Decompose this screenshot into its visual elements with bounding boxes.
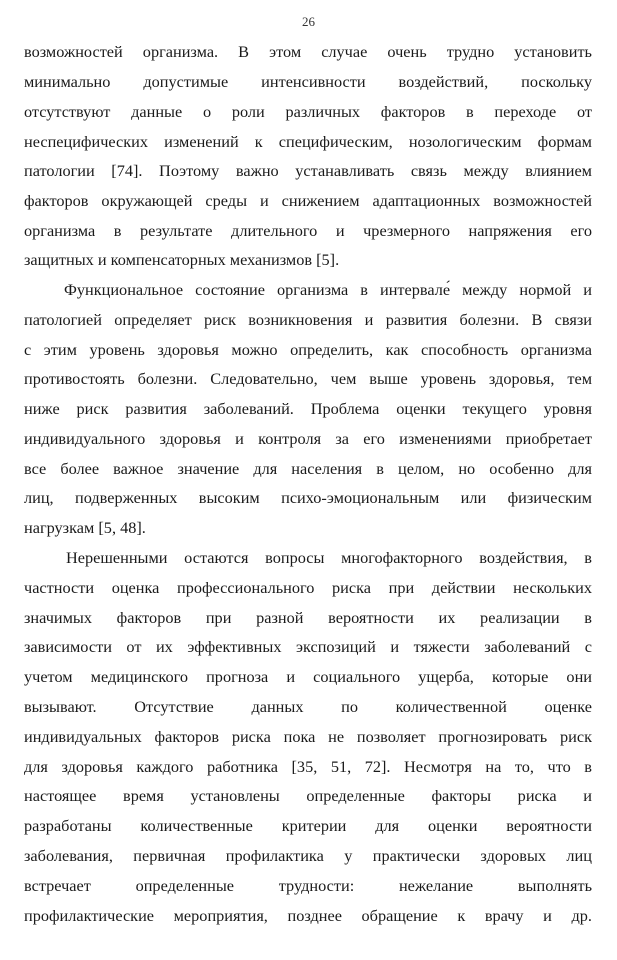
text-line: индивидуальных факторов риска пока не позволяет прогнозировать риск — [24, 727, 592, 746]
text-line: частности оценка профессионального риска при действии нескольких — [24, 578, 592, 597]
text-line: Нерешенными остаются вопросы многофакторного воздействия, в — [66, 548, 592, 567]
text-line: патологии [74]. Поэтому важно устанавливать связь между влиянием — [24, 161, 592, 180]
text-line: отсутствуют данные о роли различных факторов в переходе от — [24, 102, 592, 121]
text-line: возможностей организма. В этом случае очень трудно установить — [24, 42, 592, 61]
text-line: ниже риск развития заболеваний. Проблема оценки текущего уровня — [24, 399, 592, 418]
text-line: все более важное значение для населения в целом, но особенно для — [24, 459, 592, 478]
text-line: нагрузкам [5, 48]. — [24, 518, 146, 537]
text-line: индивидуального здоровья и контроля за его изменениями приобретает — [24, 429, 592, 448]
text-line: минимально допустимые интенсивности воздействий, поскольку — [24, 72, 592, 91]
text-line: факторов окружающей среды и снижением адаптационных возможностей — [24, 191, 592, 210]
text-line: профилактические мероприятия, позднее обращение к врачу и др. — [24, 906, 592, 925]
text-line: встречает определенные трудности: нежелание выполнять — [24, 876, 592, 895]
text-line: настоящее время установлены определенные факторы риска и — [24, 786, 592, 805]
text-line: учетом медицинского прогноза и социального ущерба, которые они — [24, 667, 592, 686]
page-number: 26 — [302, 14, 315, 29]
text-line: противостоять болезни. Следовательно, чем выше уровень здоровья, тем — [24, 369, 592, 388]
text-line: лиц, подверженных высоким психо-эмоциональным или физическим — [24, 488, 592, 507]
text-line: защитных и компенсаторных механизмов [5]. — [24, 250, 340, 269]
text-line: неспецифических изменений к специфическим, нозологическим формам — [24, 132, 592, 151]
text-line: с этим уровень здоровья можно определить, как способность организма — [24, 340, 592, 359]
text-line: для здоровья каждого работника [35, 51, 72]. Несмотря на то, что в — [24, 757, 592, 776]
text-line: вызывают. Отсутствие данных по количественной оценке — [24, 697, 592, 716]
text-line: зависимости от их эффективных экспозиций и тяжести заболеваний с — [24, 637, 592, 656]
text-line: заболевания, первичная профилактика у практически здоровых лиц — [24, 846, 592, 865]
text-line: Функциональное состояние организма в интервале́ между нормой и — [64, 280, 592, 299]
text-line: патологией определяет риск возникновения и развития болезни. В связи — [24, 310, 592, 329]
text-line: разработаны количественные критерии для оценки вероятности — [24, 816, 592, 835]
text-line: значимых факторов при разной вероятности их реализации в — [24, 608, 592, 627]
text-line: организма в результате длительного и чрезмерного напряжения его — [24, 221, 592, 240]
